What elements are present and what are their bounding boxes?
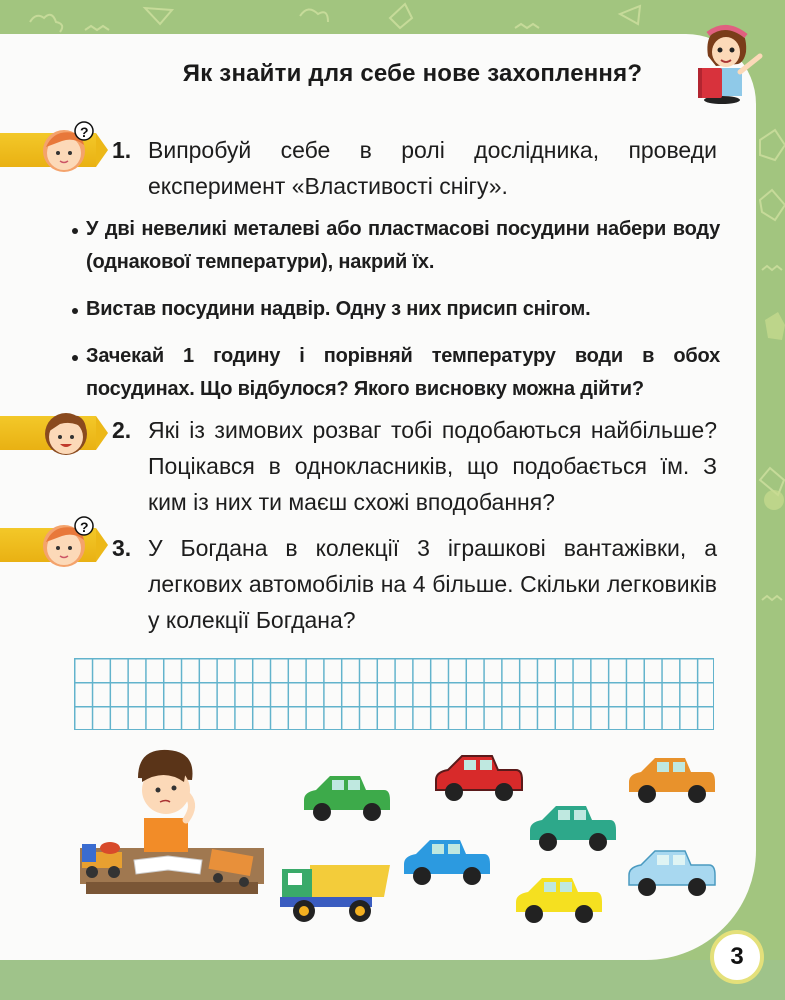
task-1 <box>112 132 717 204</box>
task-2-text: Які із зимових розваг тобі подобаються найбільше? Поцікався в однокласників, що подобається їм. З ким із них ти маєш схожі вподобання? <box>148 417 717 515</box>
step-item: Вистав посудини надвір. Одну з них присип снігом. <box>72 293 720 326</box>
svg-text:?: ? <box>80 519 89 535</box>
car-blue-icon <box>400 834 492 892</box>
answer-grid[interactable] <box>74 658 714 730</box>
dump-truck-icon <box>280 855 392 927</box>
page-title: Як знайти для себе нове захоплення? <box>182 60 643 87</box>
task-3-text: У Богдана в колекції 3 іграшкові вантажівки, а легкових автомобілів на 4 більше. Скільки легковиків у колекції Богдана? <box>148 535 717 633</box>
girl-with-book-icon <box>686 16 766 106</box>
bottom-frame-band <box>0 960 785 1000</box>
task-1-steps <box>72 213 720 420</box>
car-yellow-icon <box>512 872 604 930</box>
thinking-kid-icon <box>40 516 96 572</box>
boy-at-desk-illustration <box>78 748 268 898</box>
task-1-number: 1. <box>112 137 132 163</box>
task-2-number: 2. <box>112 417 132 443</box>
task-3 <box>112 530 717 638</box>
task-3-ribbon <box>0 519 108 562</box>
car-teal-icon <box>526 800 618 858</box>
task-1-text: Випробуй себе в ролі дослідника, проведи експеримент «Властивості снігу». <box>148 137 717 199</box>
task-1-ribbon <box>0 124 108 167</box>
step-item: Зачекай 1 годину і порівняй температуру води в обох посудинах. Що відбулося? Якого висновку можна дійти? <box>72 340 720 406</box>
car-green-icon <box>300 770 392 828</box>
thinking-kid-icon <box>40 121 96 177</box>
car-orange-icon <box>625 752 717 810</box>
task-3-number: 3. <box>112 535 132 561</box>
step-item: У дві невеликі металеві або пластмасові посудини набери воду (однакової температури), накрий їх. <box>72 213 720 279</box>
car-light-blue-icon <box>625 845 717 903</box>
svg-text:?: ? <box>80 124 89 140</box>
task-2 <box>112 412 717 520</box>
page-number-badge: 3 <box>710 930 764 984</box>
car-red-icon <box>432 750 524 808</box>
smiling-kid-icon <box>40 404 96 460</box>
task-2-ribbon <box>0 416 108 450</box>
